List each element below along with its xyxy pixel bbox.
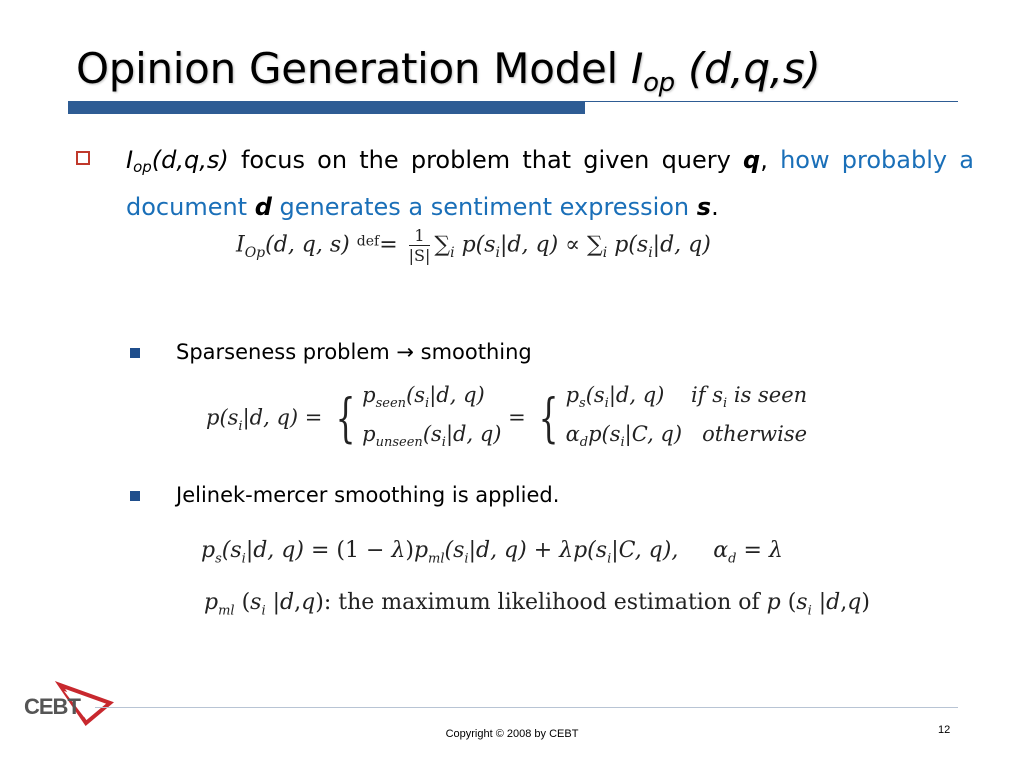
sub-bullet-sparseness: Sparseness problem → smoothing <box>176 340 532 364</box>
title-text: Opinion Generation Model <box>76 44 618 93</box>
slide-title <box>76 44 821 98</box>
title-args: (d,q,s) <box>687 44 821 93</box>
copyright: Copyright © 2008 by CEBT <box>445 728 579 740</box>
cebt-logo-text: CEBT <box>24 694 80 719</box>
main-bullet-text: $I_{op}(d,q,s)$ focus on the problem that given query q, how probably a document d generates a sentiment expression s. <box>126 146 974 221</box>
formula-iop: $I_{Op}(d$, q, s) $^{def}$= $\frac{1}{|S|}$ $\sum_i$ $p(s_i|d$, $q) \propto \sum_i$ $p(s_i|d$, q) <box>236 226 711 265</box>
title-rule-thin <box>585 101 958 102</box>
title-symbol: $I_{op}$ <box>630 44 675 98</box>
footer-rule <box>95 707 958 708</box>
formula-ml-definition: $p_{ml}$ ($s_i$ |d,q): the maximum likelihood estimation of p ($s_i$ |d,q) <box>204 590 870 619</box>
bullet-box-icon <box>76 151 90 165</box>
formula-jelinek: $p_s(s_i|d$, $q) = (1 - \lambda)p_{ml}(s_i|d$, $q) + \lambda p(s_i|C$, q), $\alpha_d = \lambda$ <box>201 538 783 567</box>
title-rule-thick <box>68 101 585 114</box>
sub-bullet-icon <box>130 348 140 358</box>
formula-smoothing: $p(s_i|d$, q) = { $p_{seen}(s_i|d$, q) $p_{unseen}(s_i|d$, q) = { $p_s(s_i|d$, q) if $s_i$ is seen $\alpha_dp(s_i|C$, q) otherwise <box>206 383 808 451</box>
sub-bullet-jelinek: Jelinek-mercer smoothing is applied. <box>176 483 560 507</box>
page-number: 12 <box>938 724 951 736</box>
sub-bullet-icon <box>130 491 140 501</box>
